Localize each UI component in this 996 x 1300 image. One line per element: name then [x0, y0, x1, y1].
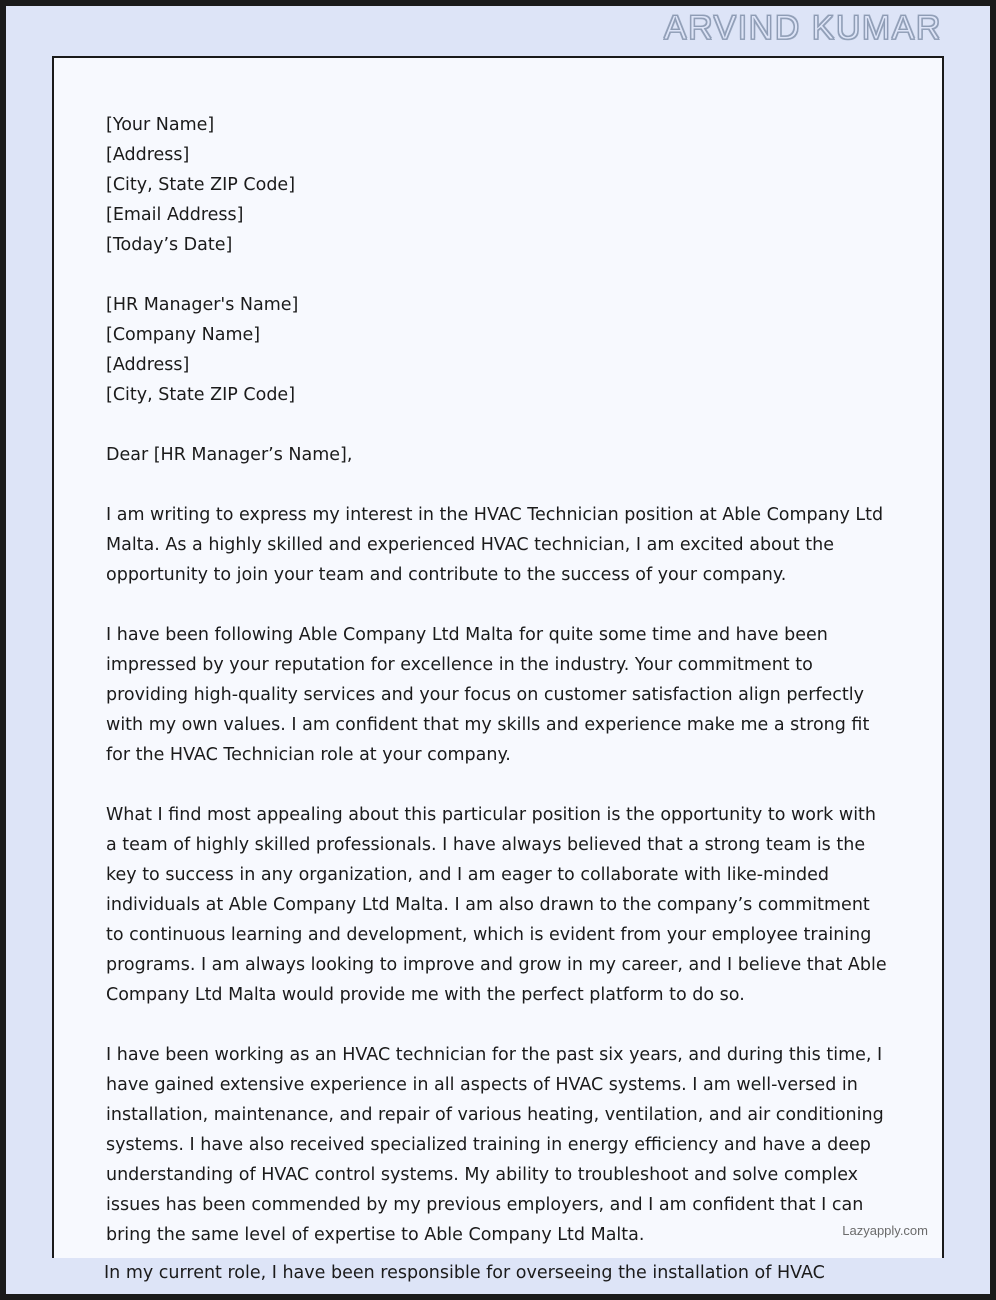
cover-letter-body: [52, 56, 944, 1278]
sender-line: [Email Address]: [106, 205, 244, 225]
spacer: [106, 470, 890, 500]
spacer: [106, 260, 890, 290]
sender-line: [City, State ZIP Code]: [106, 175, 296, 195]
sender-line: [Today’s Date]: [106, 235, 233, 255]
next-page-paragraph: [52, 1258, 944, 1294]
sender-address-block: [106, 110, 890, 260]
spacer: [106, 410, 890, 440]
page-title: ARVIND KUMAR: [663, 8, 942, 47]
letter-paragraph: I am writing to express my interest in the HVAC Technician position at Able Company Ltd Malta. As a highly skilled and experienced HVAC technician, I am excited about the opportunity to join your team and contribute to the success of your company.: [106, 505, 884, 585]
document-header: [6, 6, 990, 50]
spacer: [106, 590, 890, 620]
letter-paragraph: I have been following Able Company Ltd Malta for quite some time and have been impressed by your reputation for excellence in the industry. Your commitment to providing high-quality services and your focus on customer satisfaction align perfectly with my own values. I am confident that my skills and experience make me a strong fit for the HVAC Technician role at your company.: [106, 625, 870, 765]
recipient-line: [City, State ZIP Code]: [106, 385, 296, 405]
letter-paragraph: What I find most appealing about this particular position is the opportunity to work with a team of highly skilled professionals. I have always believed that a strong team is the key to success in any organization, and I am eager to collaborate with like-minded individuals at Able Company Ltd Malta. I am also drawn to the company’s commitment to continuous learning and development, which is evident from your employee training programs. I am always looking to improve and grow in my career, and I believe that Able Company Ltd Malta would provide me with the perfect platform to do so.: [106, 805, 887, 1005]
recipient-line: [HR Manager's Name]: [106, 295, 299, 315]
recipient-line: [Address]: [106, 355, 190, 375]
sender-line: [Address]: [106, 145, 190, 165]
sender-line: [Your Name]: [106, 115, 215, 135]
spacer: [106, 1010, 890, 1040]
spacer: [106, 770, 890, 800]
letter-paragraph: I have been working as an HVAC technician for the past six years, and during this time, I have gained extensive experience in all aspects of HVAC systems. I am well-versed in installation, maintenance, and repair of various heating, ventilation, and air conditioning systems. I have also received specialized training in energy efficiency and have a deep understanding of HVAC control systems. My ability to troubleshoot and solve complex issues has been commended by my previous employers, and I am confident that I can bring the same level of expertise to Able Company Ltd Malta.: [106, 1045, 884, 1245]
watermark: Lazyapply.com: [842, 1223, 928, 1238]
salutation: Dear [HR Manager’s Name],: [106, 445, 353, 465]
recipient-address-block: [106, 290, 890, 410]
recipient-line: [Company Name]: [106, 325, 261, 345]
letter-content: [54, 58, 942, 1250]
letter-paragraph-continued: In my current role, I have been responsible for overseeing the installation of HVAC: [104, 1263, 825, 1283]
